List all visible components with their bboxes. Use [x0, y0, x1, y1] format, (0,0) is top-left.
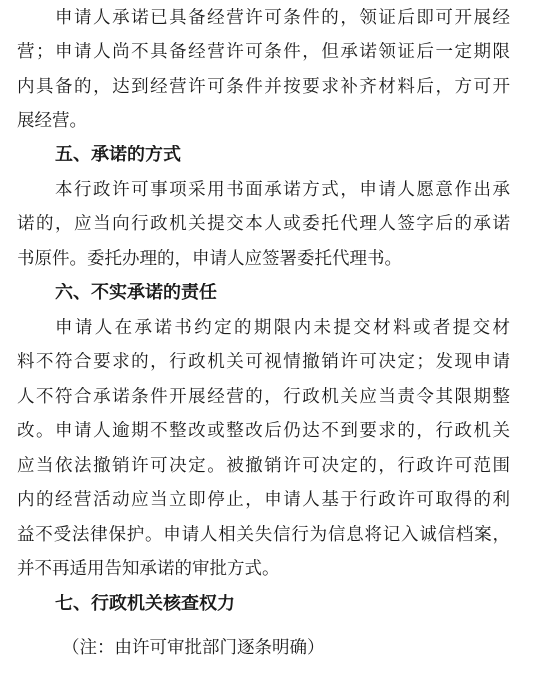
section6-heading: 六、不实承诺的责任: [55, 283, 217, 303]
section6-line-1: 申请人在承诺书约定的期限内未提交材料或者提交材: [55, 318, 510, 338]
section6-line-4: 改。申请人逾期不整改或整改后仍达不到要求的，行政机关: [17, 421, 510, 441]
section6-line-6: 内的经营活动应当立即停止，申请人基于行政许可取得的利: [17, 490, 510, 510]
section7-heading: 七、行政机关核查权力: [55, 594, 235, 614]
section4-line-3: 内具备的，达到经营许可条件并按要求补齐材料后，方可开: [17, 77, 510, 97]
section5-line-1: 本行政许可事项采用书面承诺方式，申请人愿意作出承: [55, 180, 510, 200]
section6-line-3: 人不符合承诺条件开展经营的，行政机关应当责令其限期整: [17, 387, 510, 407]
section7-note: （注：由许可审批部门逐条明确）: [62, 638, 325, 658]
section4-line-2: 营；申请人尚不具备经营许可条件，但承诺领证后一定期限: [17, 42, 510, 62]
section6-line-8: 并不再适用告知承诺的审批方式。: [17, 559, 280, 579]
section6-line-2: 料不符合要求的，行政机关可视情撤销许可决定；发现申请: [17, 352, 510, 372]
section4-line-1: 申请人承诺已具备经营许可条件的，领证后即可开展经: [55, 8, 510, 28]
section5-heading: 五、承诺的方式: [55, 145, 181, 165]
section4-line-4: 展经营。: [17, 111, 87, 131]
section5-line-2: 诺的，应当向行政机关提交本人或委托代理人签字后的承诺: [17, 214, 510, 234]
section6-line-5: 应当依法撤销许可决定。被撤销许可决定的，行政许可范围: [17, 456, 510, 476]
section5-line-3: 书原件。委托办理的，申请人应签署委托代理书。: [17, 249, 402, 269]
section6-line-7: 益不受法律保护。申请人相关失信行为信息将记入诚信档案，: [17, 525, 510, 545]
